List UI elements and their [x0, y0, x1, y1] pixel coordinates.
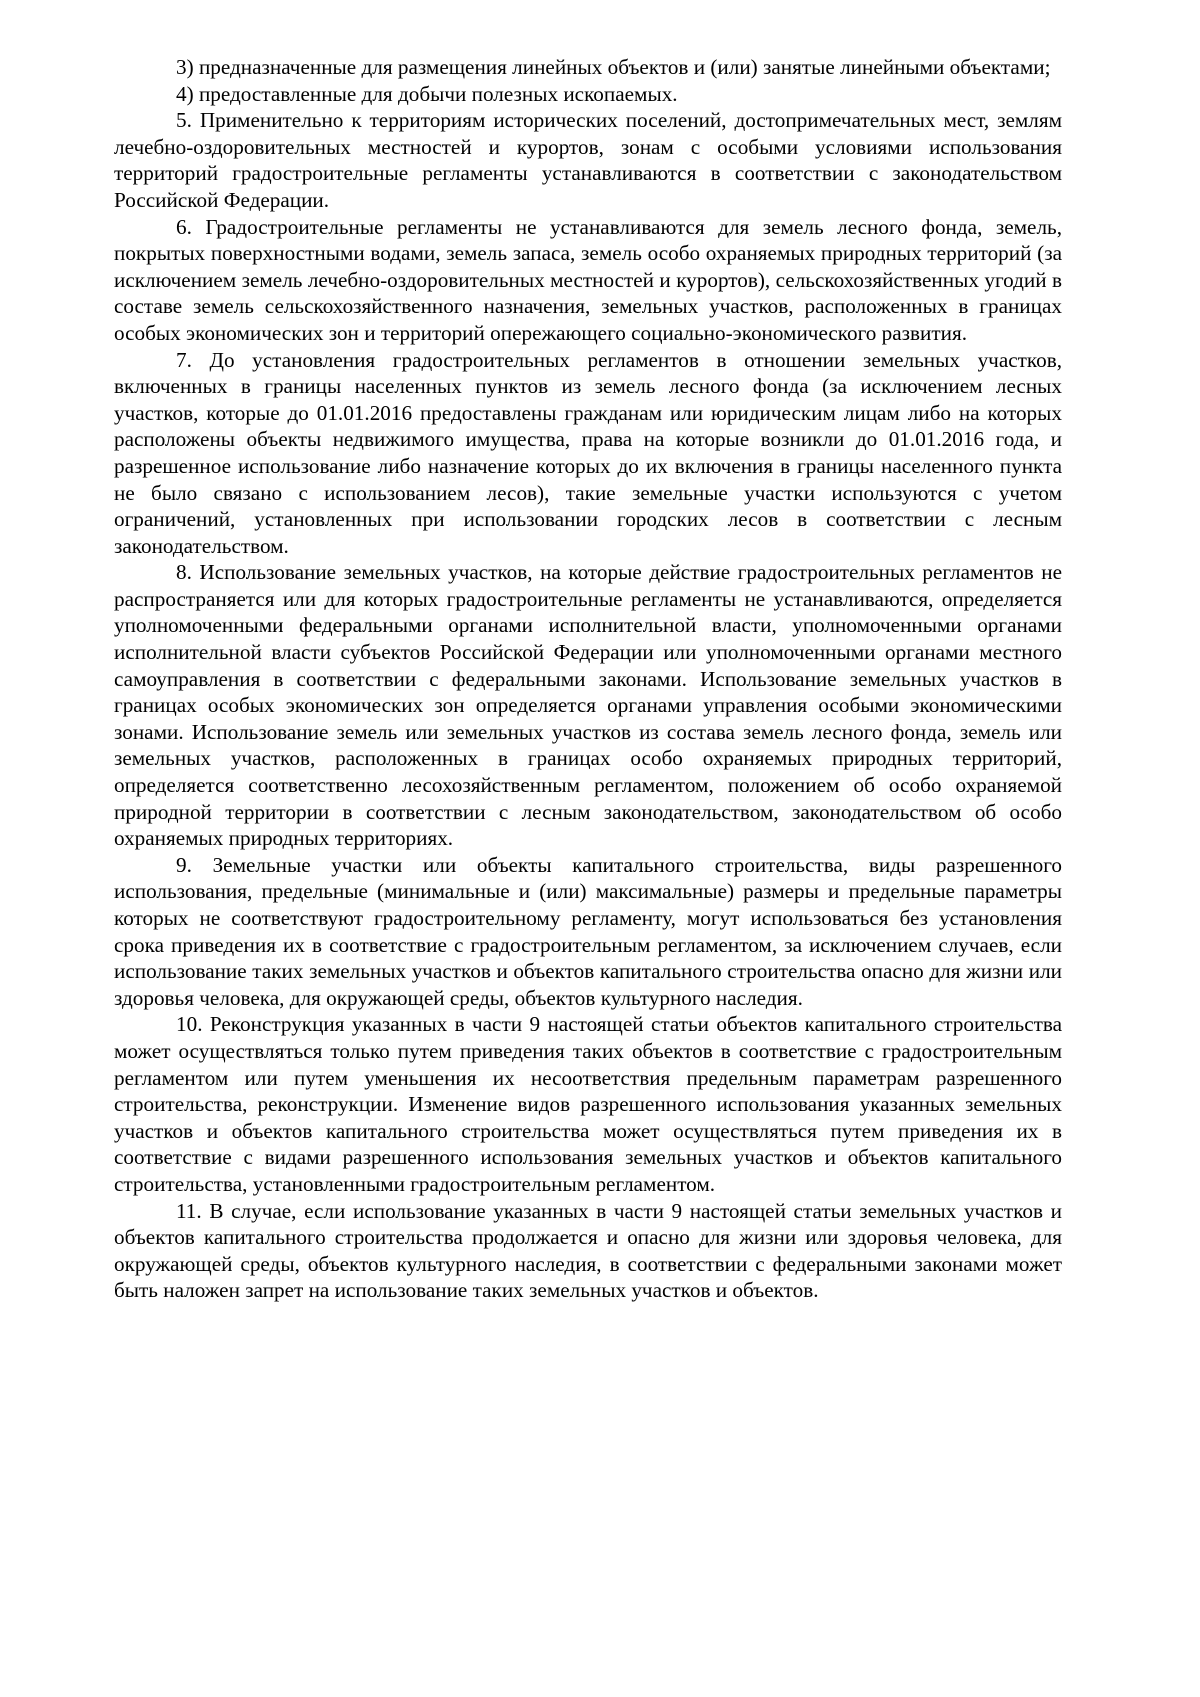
paragraph-clause-8: 8. Использование земельных участков, на которые действие градостроительных регламентов не распространяется или для которых градостроительные регламенты не устанавливаются, определяется уполномоченными федеральными органами исполнительной власти, уполномоченными органами исполнительной власти субъектов Российской Федерации или уполномоченными органами местного самоуправления в соответствии с федеральными законами. Использование земельных участков в границах особых экономических зон определяется органами управления особыми экономическими зонами. Использование земель или земельных участков из состава земель лесного фонда, земель или земельных участков, расположенных в границах особо охраняемых природных территорий, определяется соответственно лесохозяйственным регламентом, положением об особо охраняемой природной территории в соответствии с лесным законодательством, законодательством об особо охраняемых природных территориях. [114, 560, 1062, 851]
paragraph-clause-11: 11. В случае, если использование указанных в части 9 настоящей статьи земельных участков и объектов капитального строительства продолжается и опасно для жизни или здоровья человека, для окружающей среды, объектов культурного наследия, в соответствии с федеральными законами может быть наложен запрет на использование таких земельных участков и объектов. [114, 1198, 1062, 1303]
paragraph-clause-5: 5. Применительно к территориям исторических поселений, достопримечательных мест, землям лечебно-оздоровительных местностей и курортов, зонам с особыми условиями использования территорий градостроительные регламенты устанавливаются в соответствии с законодательством Российской Федерации. [114, 108, 1062, 212]
paragraph-clause-6: 6. Градостроительные регламенты не устанавливаются для земель лесного фонда, земель, покрытых поверхностными водами, земель запаса, земель особо охраняемых природных территорий (за исключением земель лечебно-оздоровительных местностей и курортов), сельскохозяйственных угодий в составе земель сельскохозяйственного назначения, земельных участков, расположенных в границах особых экономических зон и территорий опережающего социально-экономического развития. [114, 214, 1062, 345]
paragraph-clause-7: 7. До установления градостроительных регламентов в отношении земельных участков, включенных в границы населенных пунктов из земель лесного фонда (за исключением лесных участков, которые до 01.01.2016 предоставлены гражданам или юридическим лицам либо на которых расположены объекты недвижимого имущества, права на которые возникли до 01.01.2016 года, и разрешенное использование либо назначение которых до их включения в границы населенного пункта не было связано с использованием лесов), такие земельные участки используются с учетом ограничений, установленных при использовании городских лесов в соответствии с лесным законодательством. [114, 347, 1062, 558]
paragraph-item-3-linear-objects: 3) предназначенные для размещения линейных объектов и (или) занятые линейными объектами; [176, 55, 1051, 79]
paragraph-clause-10: 10. Реконструкция указанных в части 9 настоящей статьи объектов капитального строительства может осуществляться только путем приведения таких объектов в соответствие с градостроительным регламентом или путем уменьшения их несоответствия предельным параметрам разрешенного строительства, реконструкции. Изменение видов разрешенного использования указанных земельных участков и объектов капитального строительства может осуществляться путем приведения их в соответствие с видами разрешенного использования земельных участков и объектов капитального строительства, установленными градостроительным регламентом. [114, 1012, 1062, 1196]
document-page [114, 54, 1062, 1304]
paragraph-clause-9: 9. Земельные участки или объекты капитального строительства, виды разрешенного использования, предельные (минимальные и (или) максимальные) размеры и предельные параметры которых не соответствуют градостроительному регламенту, могут использоваться без установления срока приведения их в соответствие с градостроительным регламентом, за исключением случаев, если использование таких земельных участков и объектов капитального строительства опасно для жизни или здоровья человека, для окружающей среды, объектов культурного наследия. [114, 852, 1062, 1010]
paragraph-item-4-mineral-extraction: 4) предоставленные для добычи полезных ископаемых. [176, 81, 678, 106]
